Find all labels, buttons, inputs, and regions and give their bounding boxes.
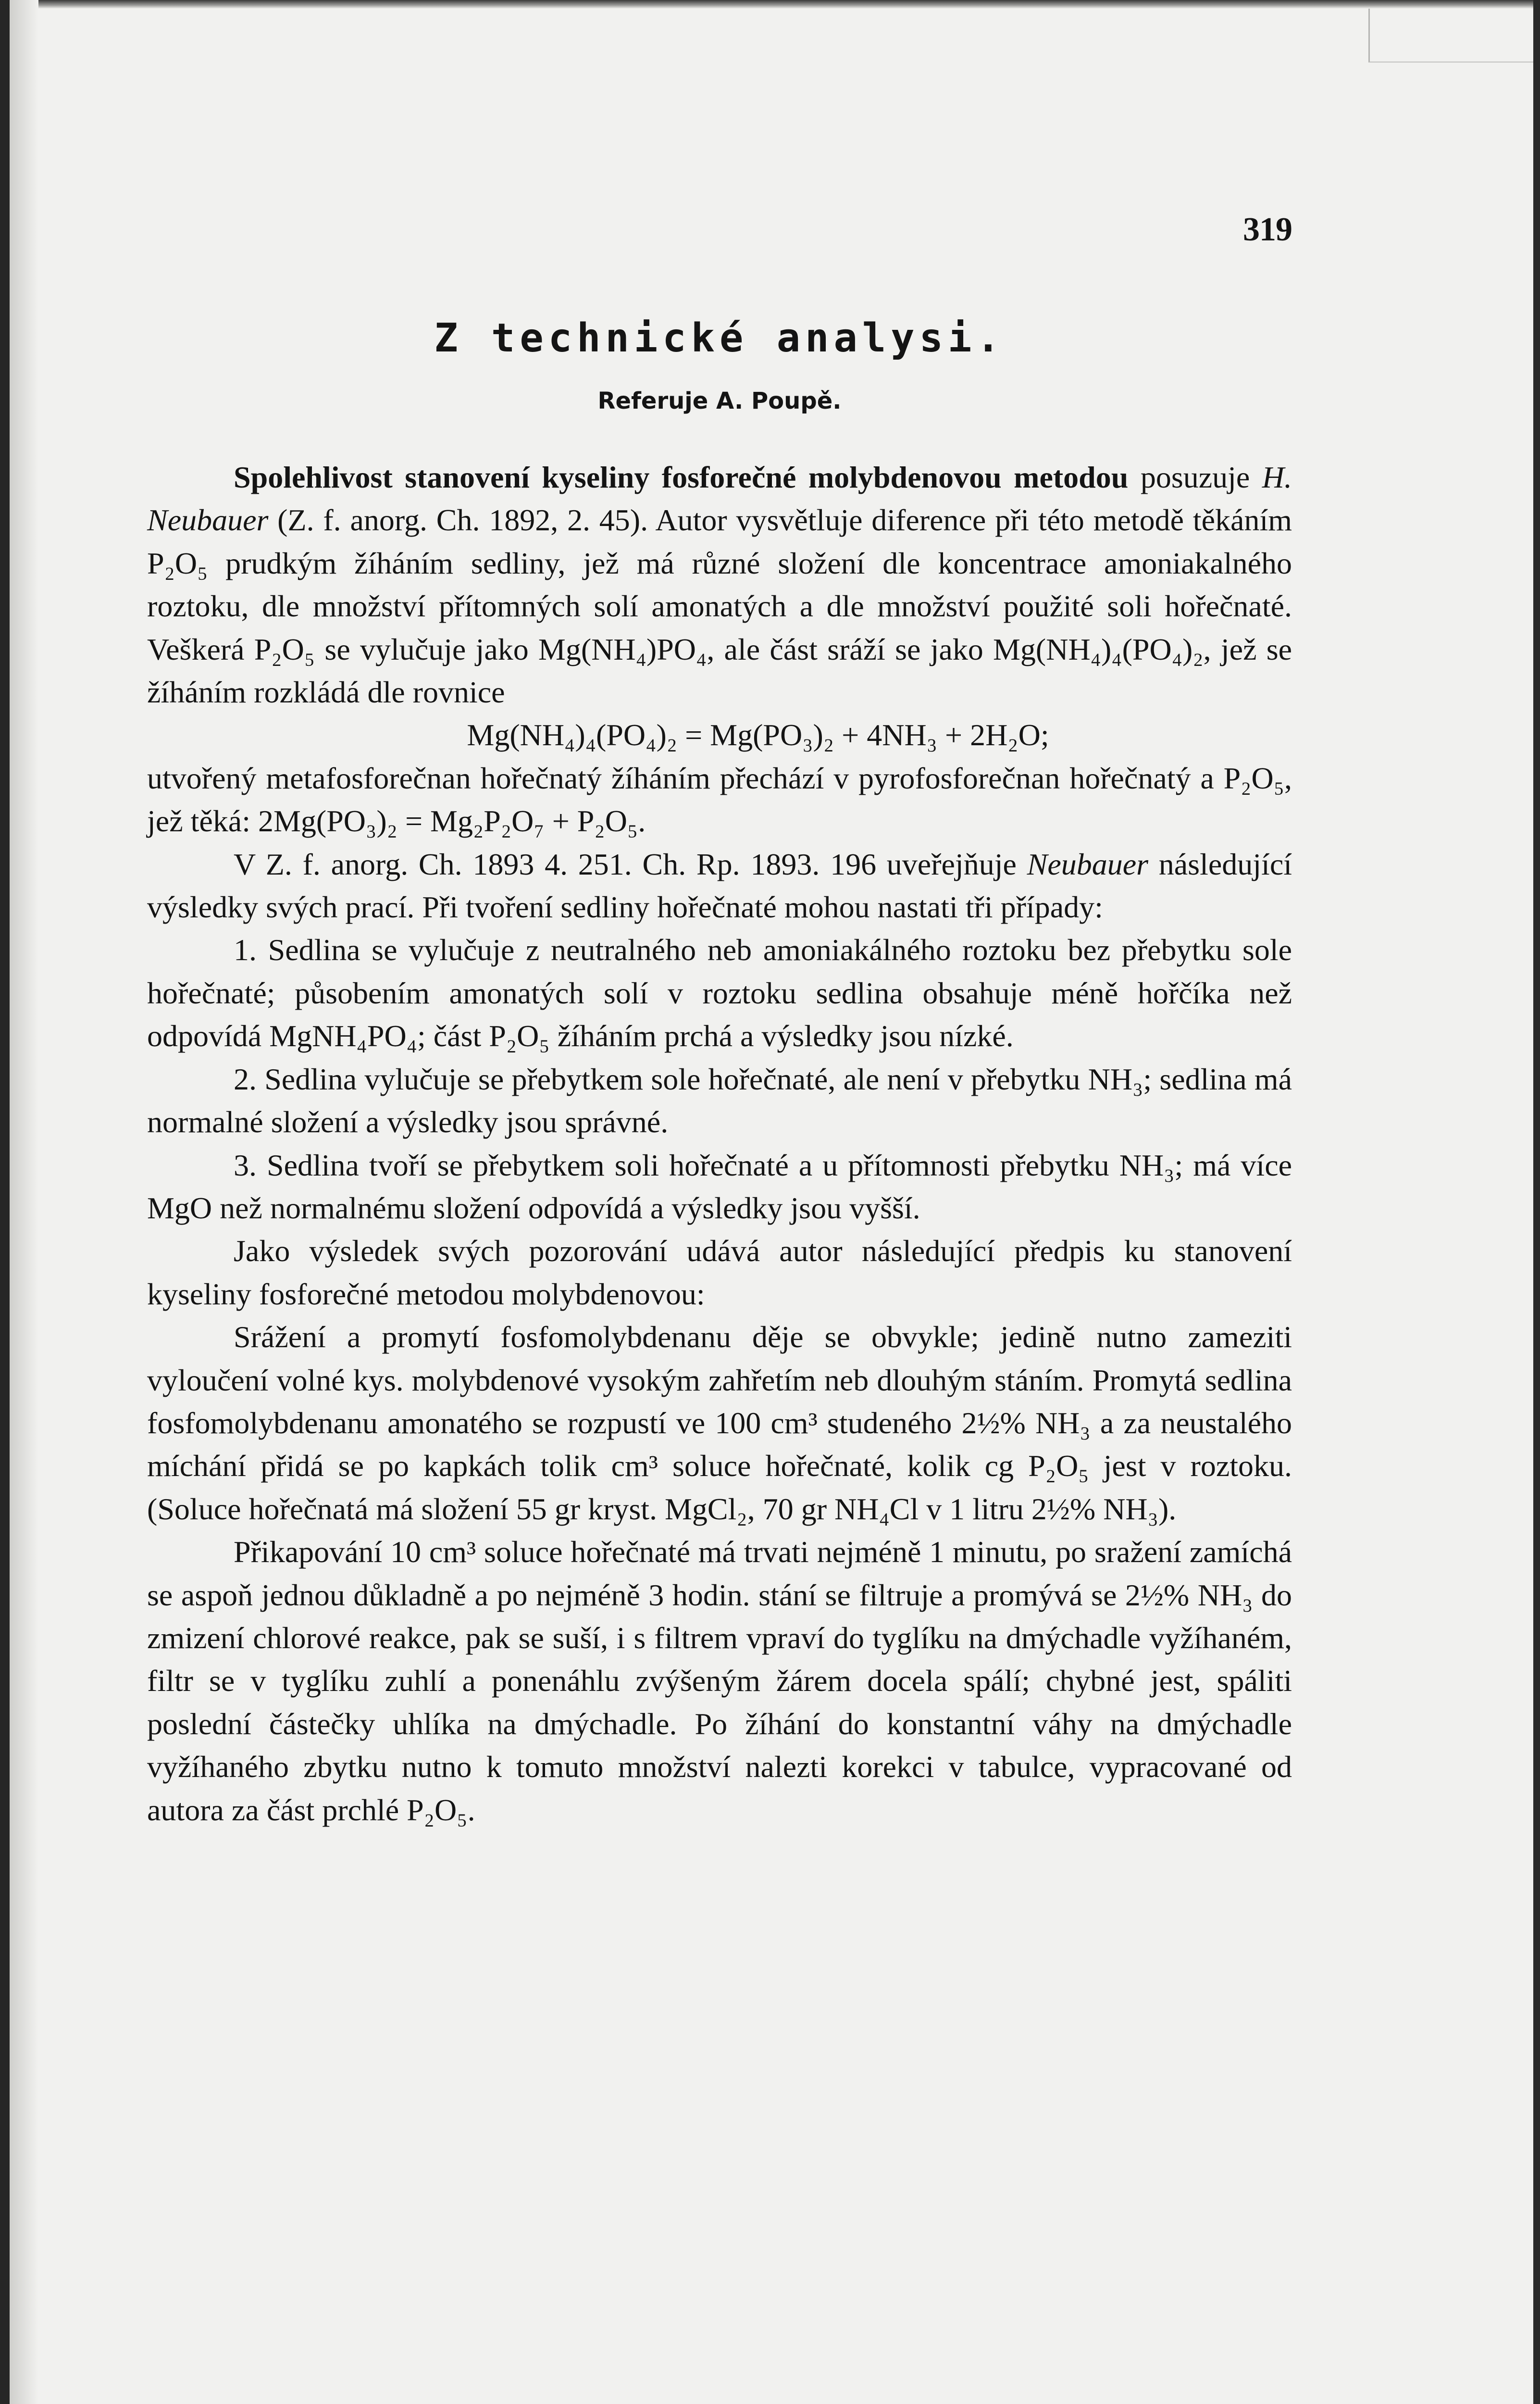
section-title: Z technické analysi. (434, 315, 1005, 361)
article-body (147, 456, 1292, 1831)
article-citation: (Z. f. anorg. Ch. 1892, 2. 45). (268, 503, 656, 538)
paragraph-2: utvořený metafosforečnan hořečnatý žíháním přechází v pyrofosforečnan hořečnatý a P₂O₅, jež těká: 2Mg(PO₃)₂ = Mg₂P₂O₇ + P₂O₅. (147, 761, 1292, 839)
paragraph-4: Jako výsledek svých pozorování udává autor následující předpis ku stanovení kyseliny fosforečné metodou molybdenovou: (147, 1234, 1292, 1311)
paragraph-6: Přikapování 10 cm³ soluce hořečnaté má trvati nejméně 1 minutu, po sražení zamíchá se aspoň jednou důkladně a po nejméně 3 hodin. stání se filtruje a promývá se 2½% NH₃ do zmizení chlorové reakce, pak se suší, i s filtrem vpraví do tyglíku na dmýchadle vyžíhaném, filtr se v tyglíku zuhlí a ponenáhlu zvýšeným žárem docela spálí; chybné jest, spáliti poslední částečky uhlíka na dmýchadle. Po žíhání do konstantní váhy na dmýchadle vyžíhaného zbytku nutno k tomuto množství nalezti korekci v tabulce, vypracované od autora za část prchlé P₂O₅. (147, 1535, 1292, 1827)
paragraph-3-b: následující výsledky svých prací. Při tvoření sedliny hořečnaté mohou nastati tři případy: (147, 847, 1292, 925)
scan-frame-top (0, 0, 1540, 9)
case-3: 3. Sedlina tvoří se přebytkem soli hořečnaté a u přítomnosti přebytku NH₃; má více MgO než normalnému složení odpovídá a výsledky jsou vyšší. (147, 1148, 1292, 1225)
scan-frame-left (0, 0, 10, 2404)
article-posuzuje: posuzuje (1128, 460, 1262, 494)
scan-frame-right (1533, 0, 1540, 2404)
case-1: 1. Sedlina se vylučuje z neutralného neb amoniakálného roztoku bez přebytku sole hořečnaté; působením amonatých solí v roztoku sedlina obsahuje méně hořčíka než odpovídá MgNH₄PO₄; část P₂O₅ žíháním prchá a výsledky jsou nízké. (147, 933, 1292, 1053)
paragraph-5: Srážení a promytí fosfomolybdenanu děje se obvykle; jedině nutno zameziti vyloučení volné kys. molybdenové vysokým zahřetím neb dlouhým stáním. Promytá sedlina fosfomolybdenanu amonatého se rozpustí ve 100 cm³ studeného 2½% NH₃ a za neustalého míchání přidá se po kapkách tolik cm³ soluce hořečnaté, kolik cg P₂O₅ jest v roztoku. (Soluce hořečnatá má složení 55 gr kryst. MgCl₂, 70 gr NH₄Cl v 1 litru 2½% NH₃). (147, 1320, 1292, 1526)
referee-line: Referuje A. Poupě. (597, 388, 842, 414)
paragraph-3 (147, 843, 1292, 929)
paragraph-1: Autor vysvětluje diference při této metodě těkáním P₂O₅ prudkým žíháním sedliny, jež má různé složení dle koncentrace amoniakalného roztoku, dle množství přítomných solí amonatých a dle množství použité soli hořečnaté. Veškerá P₂O₅ se vylučuje jako Mg(NH₄)PO₄, ale část sráží se jako Mg(NH₄)₄(PO₄)₂, jež se žíháním rozkládá dle rovnice (147, 503, 1292, 710)
equation-1: Mg(NH₄)₄(PO₄)₂ = Mg(PO₃)₂ + 4NH₃ + 2H₂O; (467, 718, 1049, 752)
scan-shadow-left (10, 0, 38, 2404)
paragraph-3-author: Neubauer (1027, 847, 1149, 881)
paragraph-3-a: V Z. f. anorg. Ch. 1893 4. 251. Ch. Rp. 1893. 196 uveřejňuje (234, 847, 1027, 881)
page-number: 319 (1243, 211, 1292, 248)
article-title: Spolehlivost stanovení kyseliny fosforečné molybdenovou metodou (234, 460, 1129, 494)
case-2: 2. Sedlina vylučuje se přebytkem sole hořečnaté, ale není v přebytku NH₃; sedlina má normalné složení a výsledky jsou správné. (147, 1062, 1292, 1139)
article-intro-paragraph (147, 456, 1292, 714)
article-author: H. Neubauer (147, 460, 1292, 538)
corner-mark (1368, 9, 1533, 63)
